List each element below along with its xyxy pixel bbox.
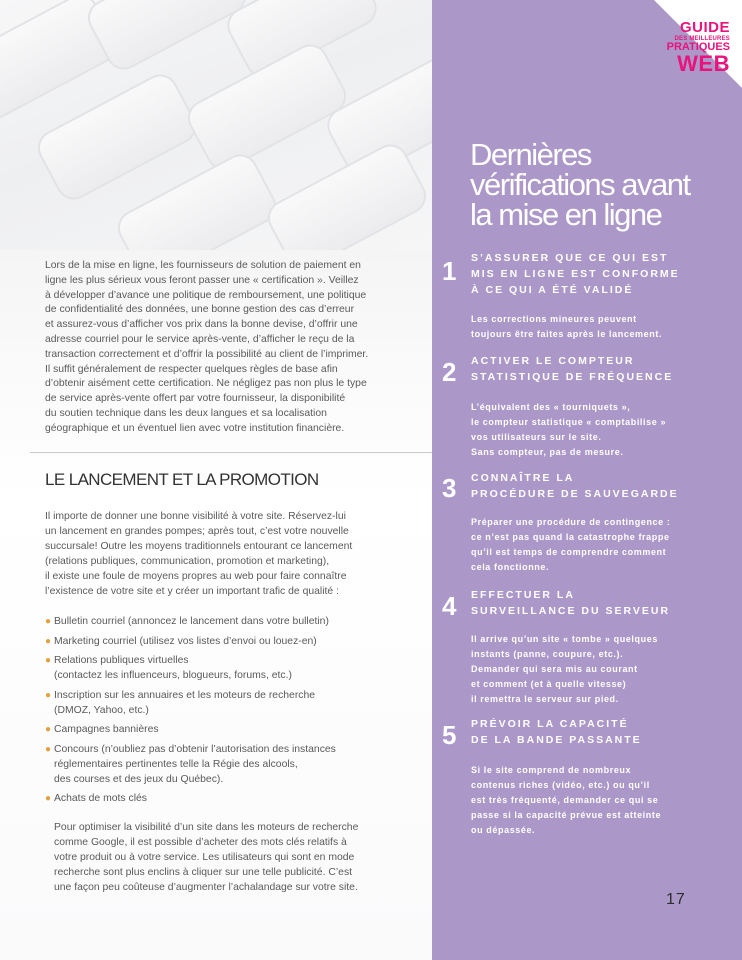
step-title (471, 353, 721, 385)
bullet-dot-icon: ● (45, 724, 52, 735)
intro-line: de service après-vente offert par votre fournisseur, la disponibilité (45, 393, 346, 405)
list-item (45, 722, 425, 737)
logo-line-guide: GUIDE (679, 19, 730, 36)
intro-line: ligne les plus sérieux vous feront passer une « certification ». Veillez (45, 274, 359, 286)
bullet-dot-icon: ● (45, 616, 52, 627)
bullet-dot-icon: ● (45, 635, 52, 647)
paragraph-line: il existe une foule de moyens propres au web pour faire connaître (45, 571, 347, 582)
step-body-line: Si le site comprend de nombreux (471, 765, 632, 775)
step-body-line: le compteur statistique « comptabilise » (471, 417, 667, 427)
list-item-line: Bulletin courriel (annoncez le lancement dans votre bulletin) (54, 616, 329, 627)
bullet-dot-icon: ● (45, 793, 52, 804)
closing-paragraph (54, 820, 424, 895)
intro-line: Il suffit généralement de respecter quelques règles de base afin (45, 363, 338, 375)
section-paragraph (45, 509, 420, 599)
sidebar-title-line: Dernières (470, 137, 591, 172)
intro-line: du soutien technique dans les deux langues et sa localisation (45, 407, 327, 419)
closing-line: recherche sont plus enclins à cliquer sur une telle publicité. C’est (54, 867, 353, 878)
intro-line: géographique et un éventuel lien avec votre institution financière. (45, 422, 345, 434)
step-body-line: Les corrections mineures peuvent (471, 314, 637, 324)
step-body-line: Préparer une procédure de contingence : (471, 517, 671, 527)
step-body-line: toujours être faites après le lancement. (471, 329, 663, 339)
step-description (471, 312, 721, 342)
intro-line: adresse courriel pour le service après-vente, d’afficher le reçu de la (45, 333, 355, 345)
closing-line: une façon peu coûteuse d’augmenter l’achalandage sur votre site. (54, 882, 358, 893)
keyboard-photo (0, 0, 432, 250)
intro-line: de confidentialité des données, une bonne gestion des cas d’erreur (45, 304, 355, 316)
step-body-line: passe si la capacité prévue est atteinte (471, 810, 662, 820)
logo-line-web: WEB (677, 51, 730, 76)
list-item-line: Inscription sur les annuaires et les moteurs de recherche (54, 689, 316, 701)
bullet-dot-icon: ● (45, 743, 52, 755)
list-item-line: des courses et des jeux du Québec). (54, 773, 224, 785)
step-body-line: est très fréquenté, demander ce qui se (471, 795, 659, 805)
step-title-line: SURVEILLANCE DU SERVEUR (471, 605, 671, 617)
intro-line: et assurez-vous d’afficher vos prix dans la bonne devise, d’offrir une (45, 319, 358, 331)
list-item-line: (DMOZ, Yahoo, etc.) (54, 704, 149, 716)
list-item (45, 742, 425, 787)
closing-line: votre produit ou à votre service. Les utilisateurs qui sont en mode (54, 852, 355, 863)
step-title-line: À CE QUI A ÉTÉ VALIDÉ (471, 284, 634, 296)
closing-line: Pour optimiser la visibilité d’un site dans les moteurs de recherche (54, 822, 359, 833)
step-title (471, 250, 721, 298)
intro-line: Lors de la mise en ligne, les fournisseurs de solution de paiement en (45, 260, 361, 271)
section-heading: LE LANCEMENT ET LA PROMOTION (45, 470, 319, 489)
paragraph-line: un lancement en grandes pompes; après tout, c’est votre nouvelle (45, 526, 349, 537)
step-number: 2 (442, 357, 457, 387)
step-body-line: ou dépassée. (471, 825, 536, 835)
step-title (471, 470, 721, 502)
step-description (471, 632, 721, 707)
promotion-list (45, 614, 425, 811)
intro-line: d’obtenir aisément cette certification. Ne négligez pas non plus le type (45, 378, 367, 390)
paragraph-line: l’existence de votre site et y créer un important trafic de qualité : (45, 586, 339, 597)
paragraph-line: Il importe de donner une bonne visibilité à votre site. Réservez-lui (45, 511, 346, 522)
list-item-line: Achats de mots clés (54, 793, 147, 804)
list-item (45, 688, 425, 718)
step-description (471, 400, 721, 460)
list-item-line: Campagnes bannières (54, 724, 159, 735)
list-item-line: (contactez les influenceurs, blogueurs, forums, etc.) (54, 670, 292, 681)
paragraph-line: succursale! Outre les moyens traditionnels entourant ce lancement (45, 541, 353, 552)
logo-line-meilleures: DES MEILLEURES (674, 36, 730, 42)
step-number: 4 (442, 591, 457, 621)
paragraph-line: (relations publiques, communication, promotion et marketing), (45, 556, 330, 567)
step-body-line: L’équivalent des « tourniquets », (471, 402, 631, 412)
step-title-line: MIS EN LIGNE EST CONFORME (471, 268, 680, 280)
step-title-line: CONNAÎTRE LA (471, 472, 575, 484)
list-item-line: Relations publiques virtuelles (54, 655, 189, 666)
intro-line: à développer d’avance une politique de remboursement, une politique (45, 289, 367, 301)
step-body-line: cela fonctionne. (471, 562, 550, 572)
step-title (471, 587, 721, 619)
sidebar-title-line: la mise en ligne (470, 197, 662, 232)
step-body-line: Sans compteur, pas de mesure. (471, 447, 624, 457)
step-title-line: S’ASSURER QUE CE QUI EST (471, 252, 669, 264)
list-item-line: Concours (n’oubliez pas d’obtenir l’autorisation des instances (54, 743, 336, 755)
sidebar-title-line: vérifications avant (470, 167, 690, 202)
list-item (45, 791, 425, 806)
list-item (45, 614, 425, 629)
step-title-line: PRÉVOIR LA CAPACITÉ (471, 718, 629, 730)
section-divider (30, 452, 432, 453)
step-title-line: STATISTIQUE DE FRÉQUENCE (471, 371, 674, 383)
list-item (45, 653, 425, 683)
step-number: 1 (442, 256, 457, 286)
step-description (471, 515, 721, 575)
intro-line: transaction correctement et d’offrir la possibilité au client de l’imprimer. (45, 348, 369, 360)
step-description (471, 763, 721, 838)
closing-line: comme Google, il est possible d’acheter des mots clés relatifs à (54, 837, 347, 848)
bullet-dot-icon: ● (45, 655, 52, 666)
step-body-line: Il arrive qu’un site « tombe » quelques (471, 634, 658, 644)
step-number: 3 (442, 473, 457, 503)
step-title-line: ACTIVER LE COMPTEUR (471, 355, 635, 367)
step-title-line: DE LA BANDE PASSANTE (471, 734, 642, 746)
step-number: 5 (442, 720, 457, 750)
list-item (45, 634, 425, 649)
step-title-line: EFFECTUER LA (471, 589, 575, 601)
step-body-line: instants (panne, coupure, etc.). (471, 649, 624, 659)
step-title-line: PROCÉDURE DE SAUVEGARDE (471, 488, 679, 500)
step-body-line: il remettra le serveur sur pied. (471, 694, 619, 704)
sidebar-title (470, 137, 720, 232)
step-body-line: qu’il est temps de comprendre comment (471, 547, 667, 557)
list-item-line: Marketing courriel (utilisez vos listes d’envoi ou louez-en) (54, 635, 317, 647)
step-body-line: Demander qui sera mis au courant (471, 664, 638, 674)
page-number: 17 (666, 891, 686, 908)
intro-paragraph (45, 259, 415, 437)
guide-logo (642, 20, 730, 75)
logo-line-pratiques: PRATIQUES (666, 41, 730, 53)
step-title (471, 716, 721, 748)
step-body-line: contenus riches (vidéo, etc.) ou qu’il (471, 780, 650, 790)
step-body-line: et comment (et à quelle vitesse) (471, 679, 627, 689)
step-body-line: vos utilisateurs sur le site. (471, 432, 602, 442)
step-body-line: ce n’est pas quand la catastrophe frappe (471, 532, 670, 542)
list-item-line: réglementaires pertinentes telle la Régie des alcools, (54, 758, 298, 770)
keyboard-key-shape (82, 0, 253, 76)
bullet-dot-icon: ● (45, 689, 52, 701)
